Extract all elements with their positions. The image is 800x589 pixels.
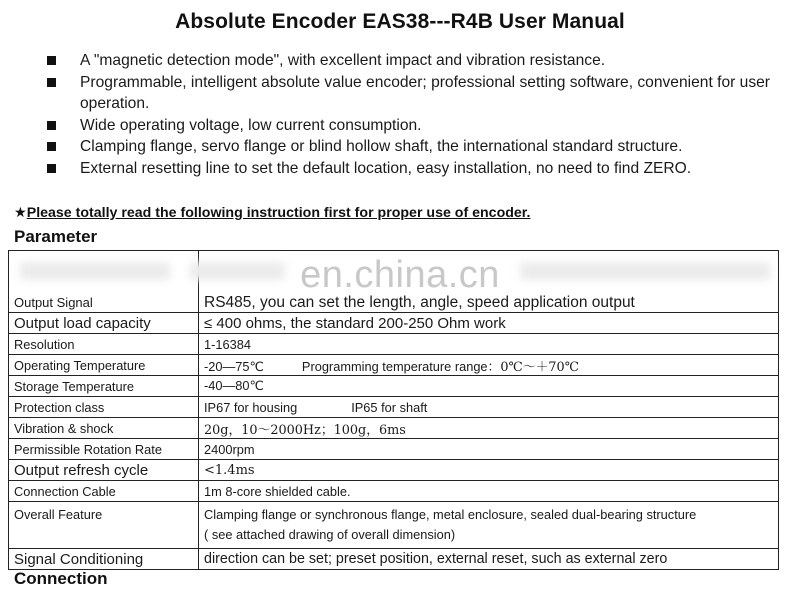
param-value: 1-16384 [199,334,779,355]
param-value: 1m 8-core shielded cable. [199,481,779,502]
table-row [9,502,779,549]
feature-item [44,115,789,137]
param-value: -40—80℃ [199,376,779,397]
instruction-notice [14,205,530,221]
param-value: 2400rpm [199,439,779,460]
feature-item [44,72,789,115]
param-value [199,502,779,549]
feature-item [44,50,789,72]
feature-item [44,158,789,180]
param-value: RS485, you can set the length, angle, speed application output [199,293,779,313]
table-row [9,549,779,570]
param-label: Output load capacity [9,313,199,334]
bullet-square-icon [47,121,56,130]
param-value: <1.4ms [199,460,779,481]
table-row [9,376,779,397]
parameter-table [8,250,779,570]
feature-text: A "magnetic detection mode", with excellent impact and vibration resistance. [80,52,606,69]
param-label: Overall Feature [9,502,199,549]
param-label: Protection class [9,397,199,418]
shaft-protection: IP65 for shaft [351,399,428,415]
param-value [199,355,779,376]
overall-feature-note: ( see attached drawing of overall dimension) [204,527,456,542]
table-row [9,460,779,481]
param-label: Signal Conditioning [9,549,199,570]
table-row [9,397,779,418]
table-row [9,355,779,376]
param-label: Vibration & shock [9,418,199,439]
operating-temp-value: -20—75℃ [204,358,264,374]
feature-list [44,50,789,180]
bullet-square-icon [47,78,56,87]
housing-protection: IP67 for housing [204,399,298,415]
param-label: Connection Cable [9,481,199,502]
param-label: Permissible Rotation Rate [9,439,199,460]
next-section-heading: Connection [14,569,108,588]
param-label: Output refresh cycle [9,460,199,481]
notice-text: Please totally read the following instruction first for proper use of encoder. [26,205,531,221]
table-row [9,481,779,502]
programming-temp-label: Programming temperature range： [301,358,501,374]
table-row [9,334,779,355]
overall-feature-text: Clamping flange or synchronous flange, metal enclosure, sealed dual-bearing structure [204,507,697,522]
programming-temp-value: 0℃～＋70℃ [500,359,580,375]
feature-text: External resetting line to set the default location, easy installation, no need to find ZERO. [80,159,692,177]
bullet-square-icon [47,142,56,151]
bullet-square-icon [47,56,56,65]
table-row [9,439,779,460]
param-value: direction can be set; preset position, external reset, such as external zero [199,549,779,570]
bullet-square-icon [47,164,56,173]
table-row [9,313,779,334]
feature-text: Wide operating voltage, low current consumption. [80,116,422,134]
document-title: Absolute Encoder EAS38---R4B User Manual [175,10,625,33]
param-label: Resolution [9,334,199,355]
watermark-logo: en.china.cn [300,254,500,296]
parameter-heading: Parameter [14,227,98,246]
feature-text: Programmable, intelligent absolute value encoder; professional setting software, convenient for user operation. [80,73,770,113]
param-value [199,397,779,418]
param-label: Output Signal [9,293,199,313]
star-icon: ★ [14,205,27,221]
param-value: ≤ 400 ohms, the standard 200-250 Ohm work [199,313,779,334]
feature-text: Clamping flange, servo flange or blind hollow shaft, the international standard structure. [80,138,683,156]
param-label: Operating Temperature [9,355,199,376]
param-label: Storage Temperature [9,376,199,397]
feature-item [44,136,789,158]
table-row [9,418,779,439]
param-value: 20g，10～2000Hz；100g，6ms [199,418,779,439]
